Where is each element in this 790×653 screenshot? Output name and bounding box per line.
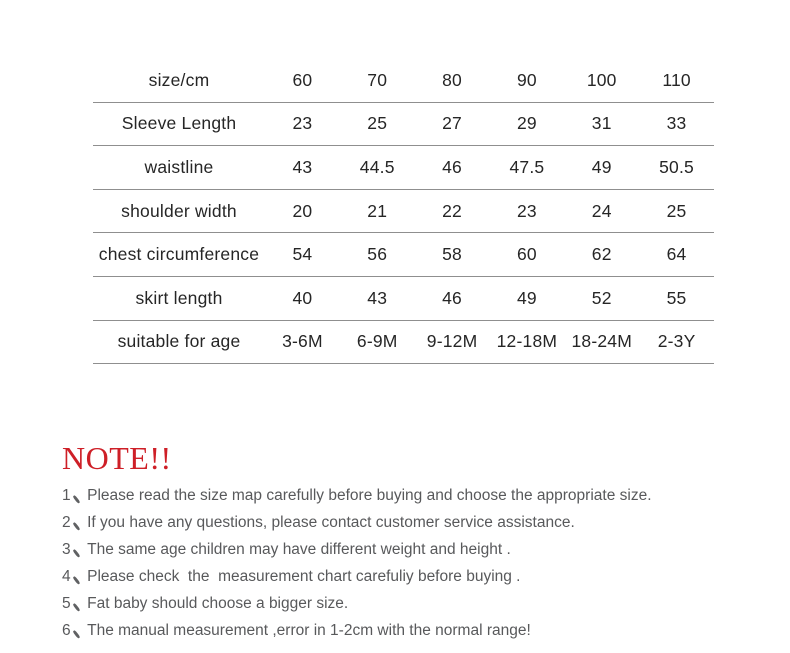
row-label: chest circumference xyxy=(93,233,265,277)
cell-value: 23 xyxy=(489,189,564,233)
cell-value: 49 xyxy=(564,146,639,190)
cell-value: 60 xyxy=(489,233,564,277)
cell-value: 49 xyxy=(489,276,564,320)
note-list xyxy=(62,483,752,644)
cell-value: 29 xyxy=(489,102,564,146)
cell-value: 70 xyxy=(340,59,415,102)
note-item xyxy=(62,510,752,537)
row-label: waistline xyxy=(93,146,265,190)
note-item-text: Please check the measurement chart carefuliy before buying . xyxy=(87,568,521,586)
row-label: Sleeve Length xyxy=(93,102,265,146)
table-row xyxy=(93,146,714,190)
note-item-text: Fat baby should choose a bigger size. xyxy=(87,595,349,612)
note-item-text: The manual measurement ,error in 1-2cm with the normal range! xyxy=(87,621,531,639)
cell-value: 6-9M xyxy=(340,320,415,364)
cell-value: 52 xyxy=(564,276,639,320)
cell-value: 54 xyxy=(265,233,340,277)
cell-value: 23 xyxy=(265,102,340,146)
enumeration-comma xyxy=(72,523,80,532)
enumeration-comma xyxy=(72,496,80,505)
note-item xyxy=(62,617,752,644)
cell-value: 58 xyxy=(415,233,490,277)
cell-value: 62 xyxy=(564,233,639,277)
cell-value: 22 xyxy=(415,189,490,233)
cell-value: 2-3Y xyxy=(639,320,714,364)
cell-value: 90 xyxy=(489,59,564,102)
cell-value: 9-12M xyxy=(415,320,490,364)
table-row xyxy=(93,102,714,146)
cell-value: 47.5 xyxy=(489,146,564,190)
row-label: suitable for age xyxy=(93,320,265,364)
size-chart-table xyxy=(93,59,714,364)
cell-value: 12-18M xyxy=(489,320,564,364)
note-title: NOTE!! xyxy=(62,440,172,476)
note-item-number: 1 xyxy=(62,487,71,505)
row-label: size/cm xyxy=(93,59,265,102)
note-item-number: 6 xyxy=(62,621,71,639)
cell-value: 31 xyxy=(564,102,639,146)
cell-value: 43 xyxy=(340,276,415,320)
cell-value: 20 xyxy=(265,189,340,233)
note-item-number: 3 xyxy=(62,541,71,559)
cell-value: 33 xyxy=(639,102,714,146)
enumeration-comma xyxy=(72,630,80,639)
table-row xyxy=(93,189,714,233)
cell-value: 60 xyxy=(265,59,340,102)
cell-value: 50.5 xyxy=(639,146,714,190)
cell-value: 3-6M xyxy=(265,320,340,364)
cell-value: 25 xyxy=(340,102,415,146)
cell-value: 55 xyxy=(639,276,714,320)
cell-value: 40 xyxy=(265,276,340,320)
note-item-number: 5 xyxy=(62,595,71,612)
enumeration-comma xyxy=(72,576,80,585)
note-item-text: Please read the size map carefully before buying and choose the appropriate size. xyxy=(87,487,652,505)
cell-value: 56 xyxy=(340,233,415,277)
note-item-number: 4 xyxy=(62,568,71,586)
cell-value: 80 xyxy=(415,59,490,102)
note-item xyxy=(62,591,752,618)
cell-value: 46 xyxy=(415,146,490,190)
table-row xyxy=(93,233,714,277)
enumeration-comma xyxy=(72,549,80,558)
cell-value: 64 xyxy=(639,233,714,277)
note-item-text: If you have any questions, please contact customer service assistance. xyxy=(87,514,575,532)
cell-value: 24 xyxy=(564,189,639,233)
cell-value: 46 xyxy=(415,276,490,320)
cell-value: 43 xyxy=(265,146,340,190)
enumeration-comma xyxy=(72,603,80,612)
cell-value: 21 xyxy=(340,189,415,233)
row-label: skirt length xyxy=(93,276,265,320)
cell-value: 18-24M xyxy=(564,320,639,364)
note-item xyxy=(62,564,752,591)
cell-value: 44.5 xyxy=(340,146,415,190)
note-item-number: 2 xyxy=(62,514,71,532)
cell-value: 27 xyxy=(415,102,490,146)
table-header-row xyxy=(93,59,714,102)
note-item xyxy=(62,537,752,564)
note-item-text: The same age children may have different weight and height . xyxy=(87,541,511,559)
cell-value: 100 xyxy=(564,59,639,102)
cell-value: 25 xyxy=(639,189,714,233)
row-label: shoulder width xyxy=(93,189,265,233)
cell-value: 110 xyxy=(639,59,714,102)
note-item xyxy=(62,483,752,510)
table-row xyxy=(93,320,714,364)
table-row xyxy=(93,276,714,320)
